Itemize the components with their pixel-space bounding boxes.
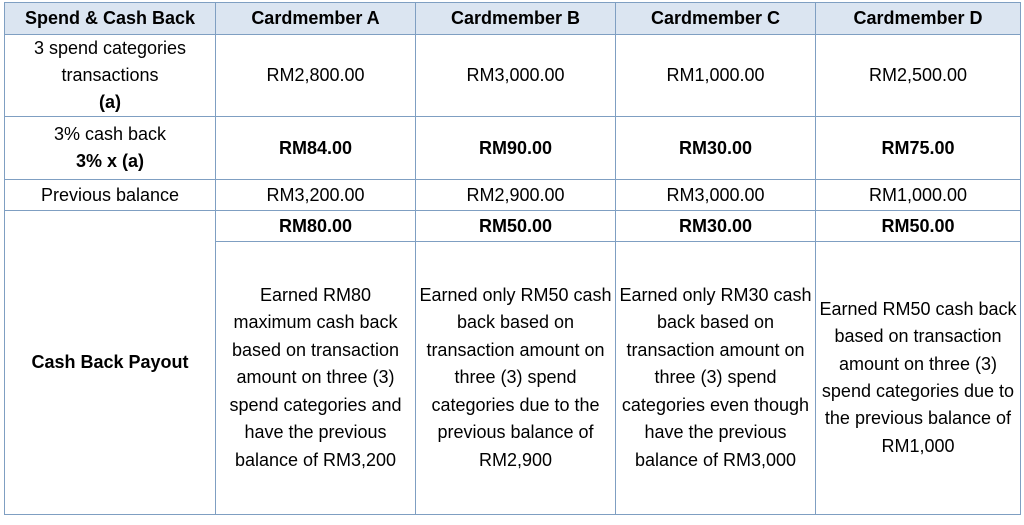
header-cardmember-c: Cardmember C — [616, 3, 816, 35]
cell-previous-a: RM3,200.00 — [216, 180, 416, 211]
cell-note-a: Earned RM80 maximum cash back based on transaction amount on three (3) spend categories and have the previous balance of RM3,200 — [216, 242, 416, 515]
cell-payout-a: RM80.00 — [216, 211, 416, 242]
cell-cashback-c: RM30.00 — [616, 117, 816, 180]
row-label-cashback-line1: 3% cash back — [53, 124, 167, 144]
row-label-spend-line2: transactions — [61, 65, 159, 85]
cell-payout-d: RM50.00 — [816, 211, 1021, 242]
row-label-cashback — [5, 117, 216, 180]
cell-spend-b: RM3,000.00 — [416, 35, 616, 117]
cell-note-b: Earned only RM50 cash back based on transaction amount on three (3) spend categories due to the previous balance of RM2,900 — [416, 242, 616, 515]
header-spend-cash-back: Spend & Cash Back — [5, 3, 216, 35]
table-row-cashback — [5, 117, 1021, 180]
table-row-payout-amount — [5, 211, 1021, 242]
cell-previous-c: RM3,000.00 — [616, 180, 816, 211]
cell-cashback-b: RM90.00 — [416, 117, 616, 180]
cell-payout-b: RM50.00 — [416, 211, 616, 242]
cell-previous-d: RM1,000.00 — [816, 180, 1021, 211]
header-cardmember-d: Cardmember D — [816, 3, 1021, 35]
cell-payout-c: RM30.00 — [616, 211, 816, 242]
cell-cashback-d: RM75.00 — [816, 117, 1021, 180]
cell-note-d: Earned RM50 cash back based on transaction amount on three (3) spend categories due to the previous balance of RM1,000 — [816, 242, 1021, 515]
table-row-previous-balance — [5, 180, 1021, 211]
table-header-row — [5, 3, 1021, 35]
row-label-previous-balance: Previous balance — [5, 180, 216, 211]
row-label-cash-back-payout: Cash Back Payout — [5, 211, 216, 515]
row-label-spend-line1: 3 spend categories — [33, 38, 187, 58]
cell-previous-b: RM2,900.00 — [416, 180, 616, 211]
cell-spend-c: RM1,000.00 — [616, 35, 816, 117]
cash-back-table — [4, 2, 1021, 515]
header-cardmember-b: Cardmember B — [416, 3, 616, 35]
header-cardmember-a: Cardmember A — [216, 3, 416, 35]
cell-spend-d: RM2,500.00 — [816, 35, 1021, 117]
table-row-spend — [5, 35, 1021, 117]
cell-spend-a: RM2,800.00 — [216, 35, 416, 117]
row-label-spend — [5, 35, 216, 117]
cell-cashback-a: RM84.00 — [216, 117, 416, 180]
cell-note-c: Earned only RM30 cash back based on transaction amount on three (3) spend categories even though have the previous balance of RM3,000 — [616, 242, 816, 515]
row-label-cashback-line2: 3% x (a) — [75, 151, 145, 171]
row-label-spend-line3: (a) — [99, 92, 121, 112]
